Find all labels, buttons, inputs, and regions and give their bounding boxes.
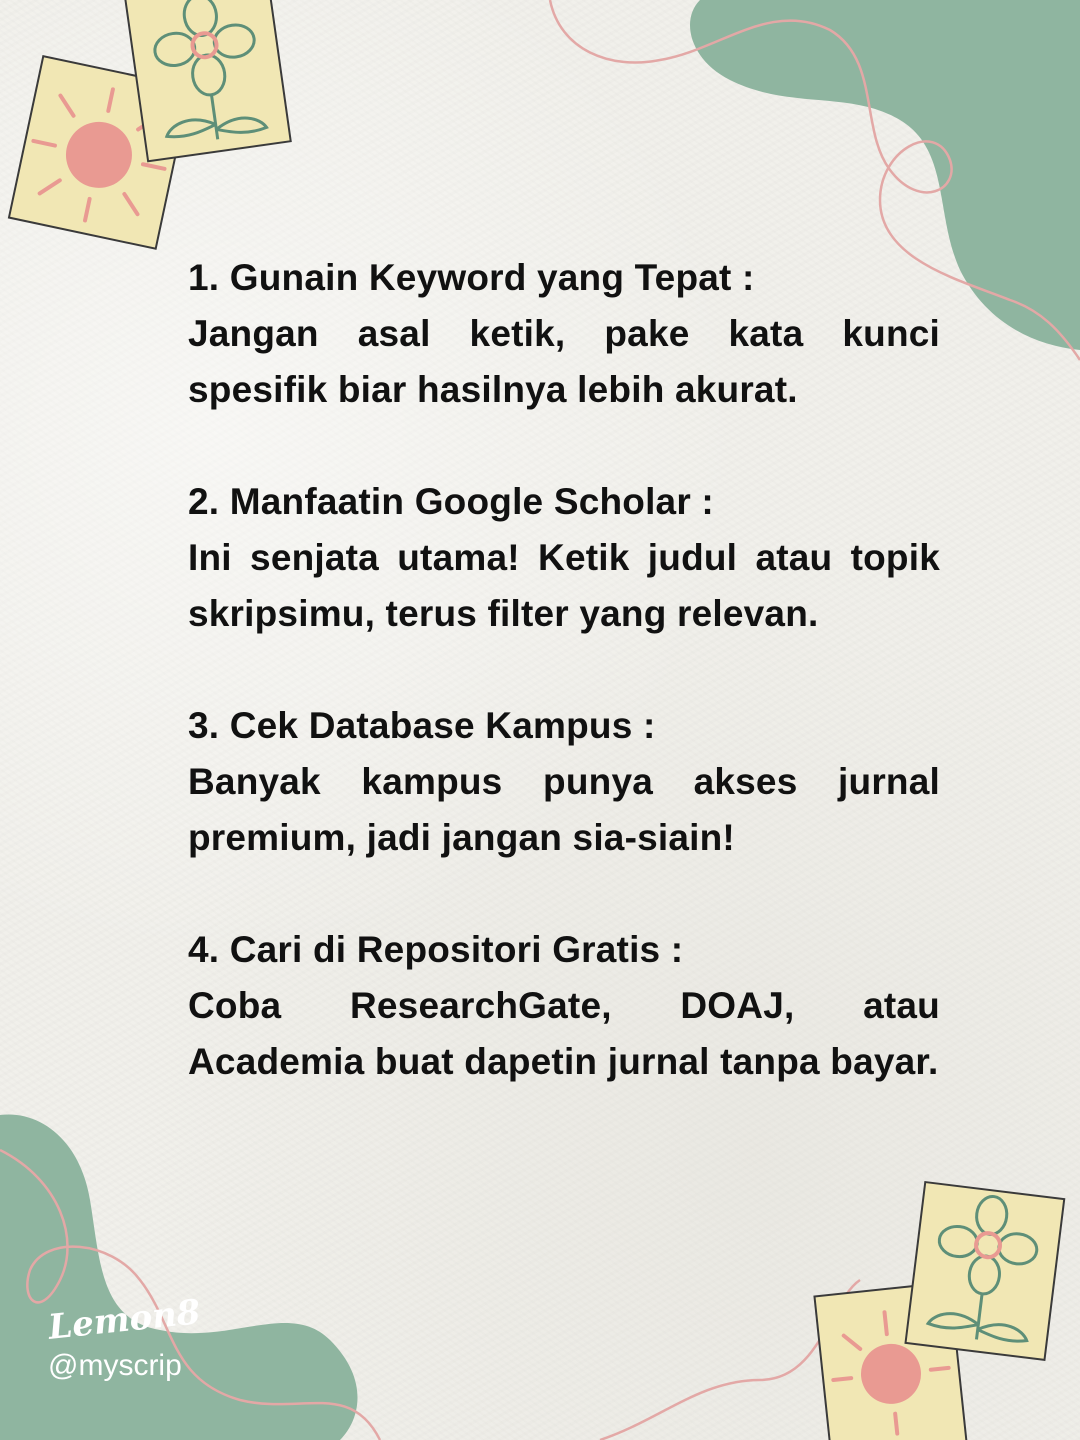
bottom-left-blob xyxy=(0,1114,358,1440)
tip-3 xyxy=(188,698,940,866)
flower-note-bottom-right xyxy=(906,1182,1065,1360)
flower-note-top-left xyxy=(125,0,290,161)
tip-4 xyxy=(188,922,940,1090)
tip-heading: 2. Manfaatin Google Scholar : xyxy=(188,481,714,522)
lemon8-logo: Lemon8 xyxy=(46,1292,203,1348)
watermark xyxy=(46,1292,203,1386)
tip-body: Ini senjata utama! Ketik judul atau topik skripsimu, terus filter yang relevan. xyxy=(188,537,940,634)
tip-heading: 1. Gunain Keyword yang Tepat : xyxy=(188,257,755,298)
tip-2 xyxy=(188,474,940,642)
tip-heading: 4. Cari di Repositori Gratis : xyxy=(188,929,684,970)
tip-1 xyxy=(188,250,940,418)
tip-heading: 3. Cek Database Kampus : xyxy=(188,705,656,746)
tip-body: Coba ResearchGate, DOAJ, atau Academia buat dapetin jurnal tanpa bayar. xyxy=(188,985,940,1082)
author-handle[interactable]: @myscrip xyxy=(48,1349,182,1382)
tip-body: Banyak kampus punya akses jurnal premium, jadi jangan sia-siain! xyxy=(188,761,940,858)
tips-list xyxy=(188,250,940,1146)
tip-body: Jangan asal ketik, pake kata kunci spesifik biar hasilnya lebih akurat. xyxy=(188,313,940,410)
